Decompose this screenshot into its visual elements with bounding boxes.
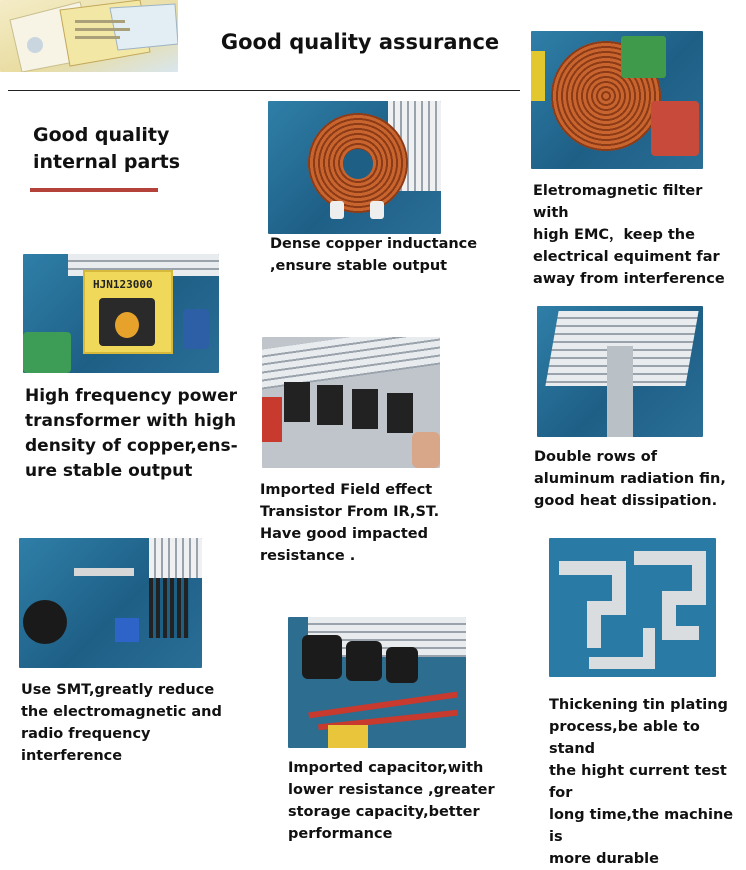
caption-transformer: High frequency power transformer with high density of copper,ens- ure stable output	[25, 386, 238, 481]
caption-fin: Double rows of aluminum radiation fin, good heat dissipation.	[534, 449, 726, 509]
inductance-photo	[268, 101, 441, 234]
capacitor-photo	[288, 617, 466, 748]
page-title: Good quality assurance	[220, 30, 500, 54]
caption-emc: Eletromagnetic filter with high EMC，keep the electrical equiment far away from interference	[533, 183, 725, 287]
emc-filter-photo	[531, 31, 703, 169]
smt-board-photo	[19, 538, 202, 668]
caption-smt: Use SMT,greatly reduce the electromagnetic and radio frequency interference	[21, 682, 222, 764]
transformer-photo	[23, 254, 219, 373]
caption-transistor: Imported Field effect Transistor From IR,ST. Have good impacted resistance .	[260, 482, 440, 564]
certificates-graphic	[0, 0, 178, 72]
section-subtitle: Good quality internal parts	[33, 124, 181, 173]
caption-capacitor: Imported capacitor,with lower resistance ,greater storage capacity,better performance	[288, 760, 495, 842]
accent-bar	[30, 188, 158, 192]
tin-plating-photo	[549, 538, 716, 677]
transformer-marking: HJN123000	[93, 278, 153, 291]
tin-traces-graphic	[549, 538, 716, 677]
transistor-photo	[262, 337, 440, 468]
title-divider	[8, 90, 520, 91]
caption-inductance: Dense copper inductance ,ensure stable output	[270, 236, 478, 274]
transformer-body	[83, 270, 173, 354]
certificates-photo	[0, 0, 178, 72]
heatsink-photo	[537, 306, 703, 437]
caption-tin: Thickening tin plating process,be able to stand the hight current test for long time,the machine is more durable	[549, 697, 734, 867]
